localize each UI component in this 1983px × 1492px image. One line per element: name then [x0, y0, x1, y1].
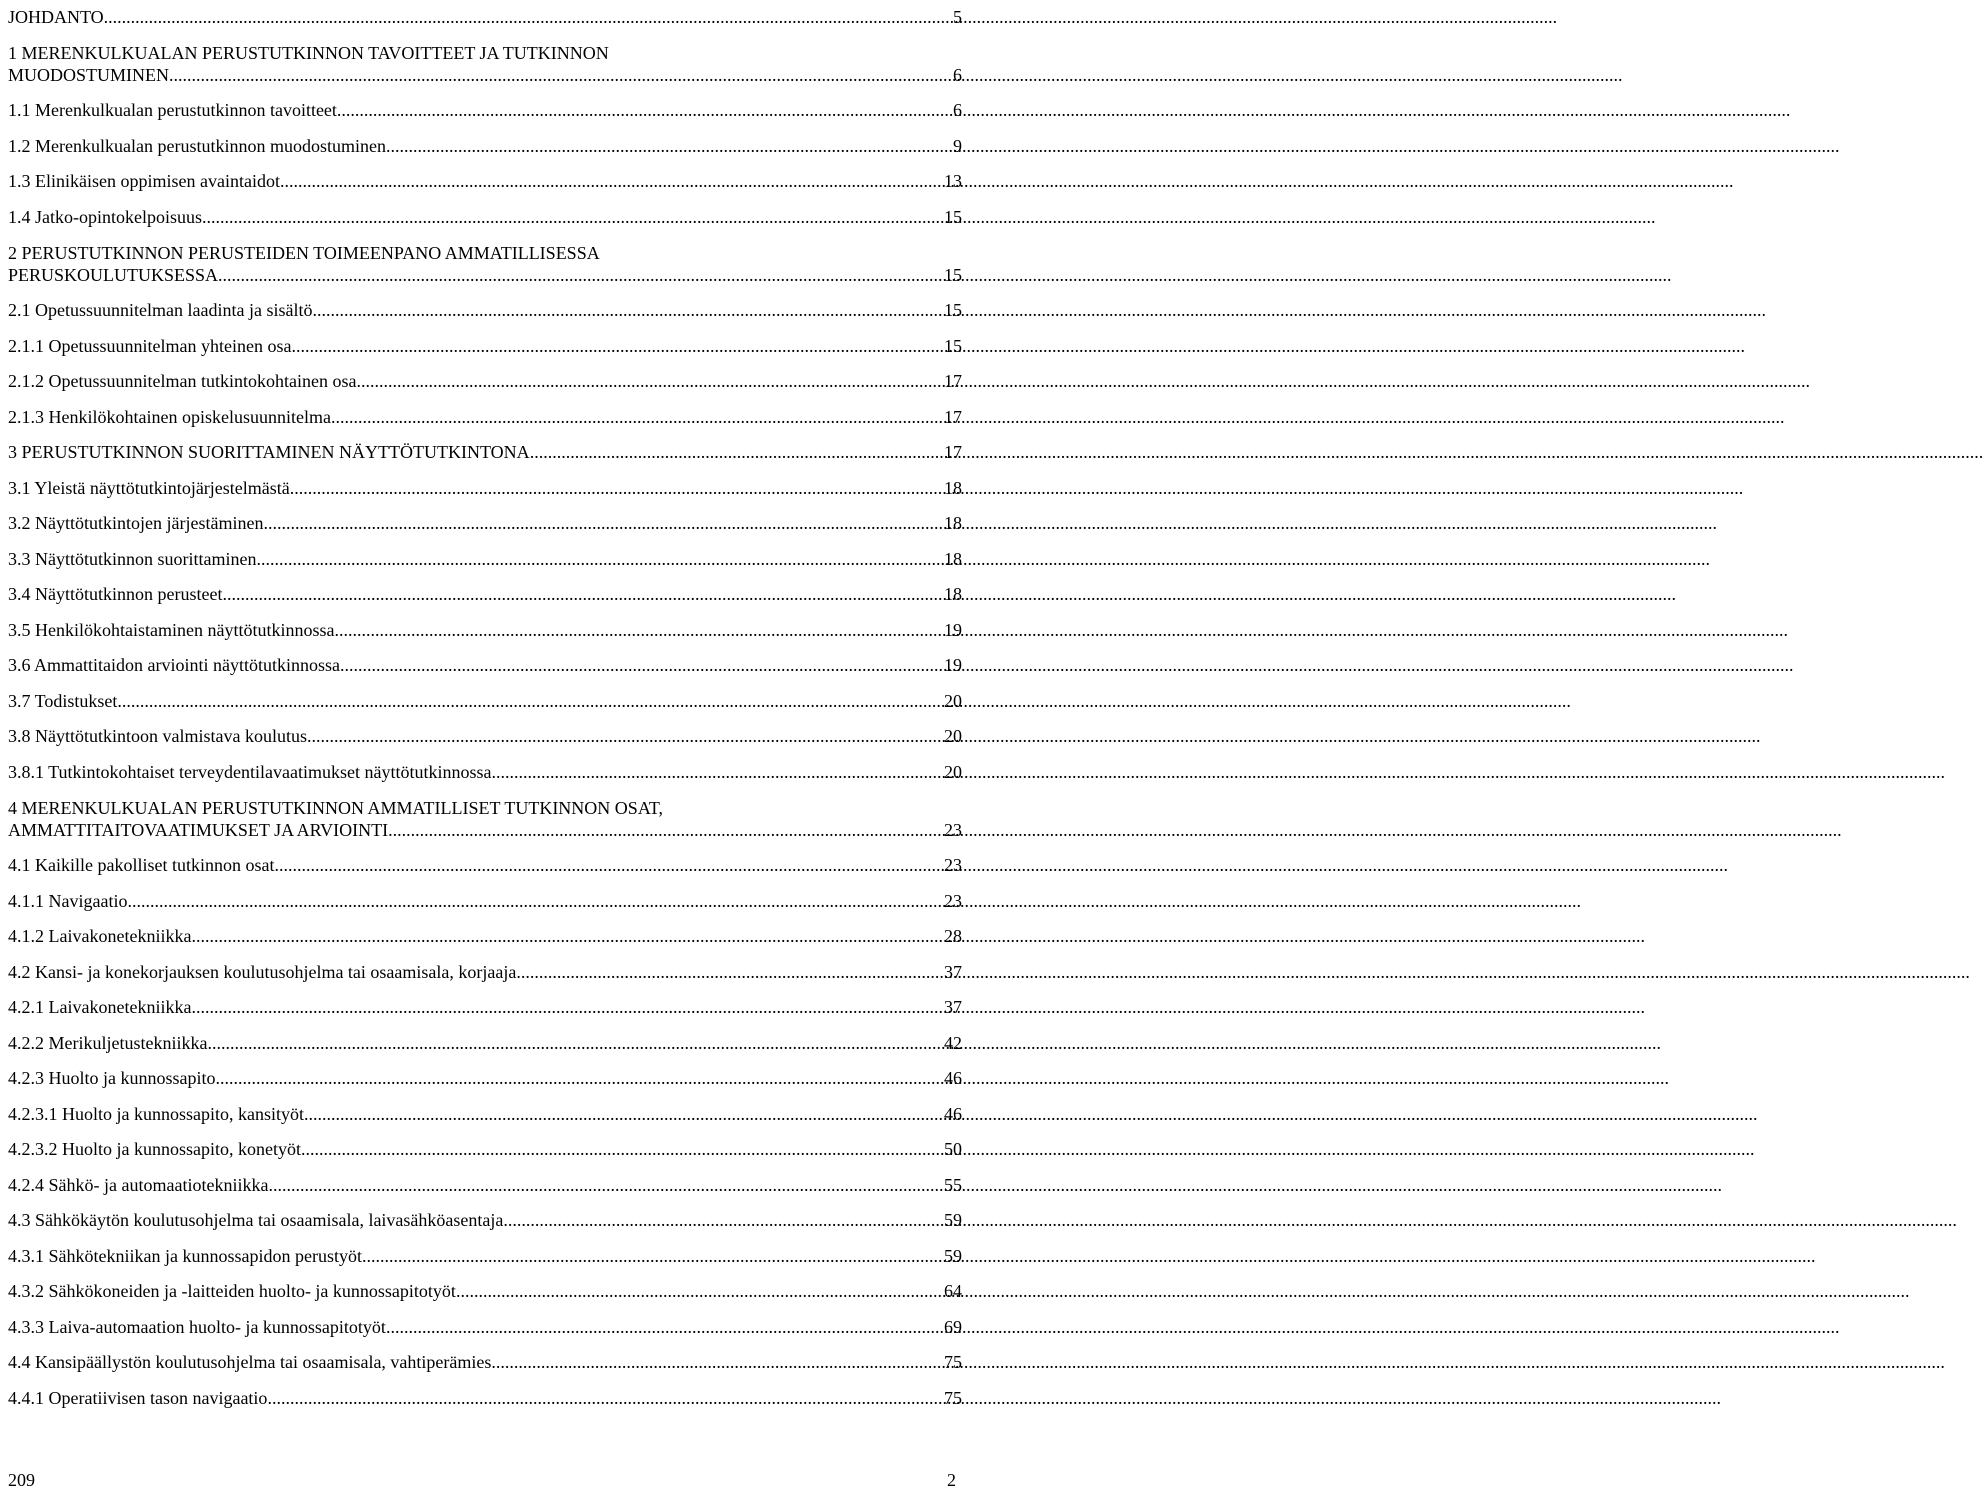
- dot-leader: [337, 99, 950, 121]
- toc-entry[interactable]: [8, 392, 962, 428]
- toc-entry-page: 18: [944, 548, 962, 569]
- toc-entry[interactable]: [8, 747, 962, 783]
- dot-leader: [218, 264, 941, 286]
- dot-leader: [491, 1351, 941, 1373]
- toc-entry-label: 4.3 Sähkökäytön koulutusohjelma tai osaamisala, laivasähköasentaja: [8, 1210, 504, 1230]
- toc-entry-page: 15: [944, 300, 962, 320]
- toc-entry-label: 4.4 Kansipäällystön koulutusohjelma tai osaamisala, vahtiperämies: [8, 1352, 492, 1372]
- toc-entry-page: 15: [944, 264, 962, 285]
- toc-entry[interactable]: [8, 1054, 962, 1090]
- toc-entry[interactable]: [8, 570, 962, 606]
- dot-leader: [291, 335, 941, 357]
- toc-entry[interactable]: [8, 86, 962, 122]
- page-number: 2: [947, 1470, 956, 1490]
- toc-entry-page: 20: [944, 690, 962, 711]
- toc-entry-label: 1.3 Elinikäisen oppimisen avaintaidot: [8, 171, 280, 191]
- dot-leader: [356, 370, 941, 392]
- toc-entry-page: 46: [944, 1103, 962, 1124]
- toc-entry-label: 4.3.2 Sähkökoneiden ja -laitteiden huolto- ja kunnossapitotyöt: [8, 1281, 456, 1301]
- toc-entry-page: 55: [944, 1174, 962, 1195]
- toc-entry[interactable]: [8, 912, 962, 948]
- dot-leader: [304, 1103, 941, 1125]
- dot-leader: [334, 619, 941, 641]
- dot-leader: [202, 206, 941, 228]
- toc-entry-label: 4.4.1 Operatiivisen tason navigaatio: [8, 1387, 268, 1408]
- dot-leader: [169, 64, 950, 86]
- toc-entry[interactable]: [8, 499, 962, 535]
- toc-entry[interactable]: [8, 841, 962, 877]
- toc-entry-page: 37: [944, 961, 962, 982]
- toc-entry[interactable]: [8, 1196, 962, 1232]
- toc-entry-label: 2.1 Opetussuunnitelman laadinta ja sisältö: [8, 300, 313, 320]
- toc-entry-label: 1 MERENKULKUALAN PERUSTUTKINNON TAVOITTEET JA TUTKINNON: [8, 42, 609, 63]
- toc-entry-label: 2.1.3 Henkilökohtainen opiskelusuunnitelma: [8, 406, 331, 427]
- toc-entry[interactable]: [8, 463, 962, 499]
- dot-leader: [267, 1387, 941, 1409]
- dot-leader: [331, 406, 941, 428]
- toc-entry-label-continued: PERUSKOULUTUKSESSA: [8, 264, 219, 285]
- toc-entry-page: 37: [944, 997, 962, 1017]
- toc-entry-label: JOHDANTO: [8, 6, 104, 27]
- toc-entry-label: 4.3.1 Sähkötekniikan ja kunnossapidon perustyöt: [8, 1245, 362, 1266]
- toc-entry-page: 23: [944, 890, 962, 911]
- toc-entry-label: 2.1.2 Opetussuunnitelman tutkintokohtainen osa: [8, 371, 357, 391]
- dot-leader: [386, 135, 950, 157]
- toc-entry-label: 4.1.2 Laivakonetekniikka: [8, 926, 192, 946]
- footer-left-number: 209: [8, 1470, 35, 1490]
- toc-entry-page: 17: [944, 442, 962, 462]
- toc-entry-page: 6: [953, 64, 962, 85]
- toc-entry-page: 69: [944, 1316, 962, 1337]
- toc-entry[interactable]: [8, 712, 962, 748]
- toc-entry-label: 1.2 Merenkulkualan perustutkinnon muodostuminen: [8, 135, 386, 156]
- toc-entry-page: 20: [944, 761, 962, 782]
- toc-entry[interactable]: [8, 286, 962, 322]
- dot-leader: [386, 1316, 941, 1338]
- dot-leader: [216, 1067, 942, 1089]
- toc-entry[interactable]: [8, 192, 962, 228]
- toc-entry[interactable]: [8, 1373, 962, 1409]
- toc-entry-label: 3 PERUSTUTKINNON SUORITTAMINEN NÄYTTÖTUTKINTONA: [8, 442, 530, 462]
- dot-leader: [104, 6, 950, 28]
- toc-entry[interactable]: [8, 983, 962, 1019]
- toc-entry-page: 20: [944, 726, 962, 746]
- toc-entry[interactable]: [8, 1160, 962, 1196]
- dot-leader: [362, 1245, 941, 1267]
- toc-entry-label: 1.4 Jatko-opintokelpoisuus: [8, 206, 202, 227]
- toc-entry-label: 4.2.3.1 Huolto ja kunnossapito, kansityöt: [8, 1103, 304, 1124]
- dot-leader: [256, 548, 941, 570]
- toc-entry-page: 75: [944, 1352, 962, 1372]
- toc-entry[interactable]: [8, 1267, 962, 1303]
- toc-entry-label: 4.2.4 Sähkö- ja automaatiotekniikka: [8, 1174, 269, 1195]
- toc-entry[interactable]: [8, 534, 962, 570]
- toc-entry-page: 9: [953, 135, 962, 156]
- toc-entry-label: 3.4 Näyttötutkinnon perusteet: [8, 584, 223, 604]
- toc-entry-label: 3.2 Näyttötutkintojen järjestäminen: [8, 513, 264, 533]
- toc-entry-label: 3.6 Ammattitaidon arviointi näyttötutkinnossa: [8, 655, 340, 675]
- toc-entry-label: 3.7 Todistukset: [8, 690, 118, 711]
- toc-entry-page: 18: [944, 477, 962, 498]
- toc-entry[interactable]: [8, 1338, 962, 1374]
- toc-entry-label: 4 MERENKULKUALAN PERUSTUTKINNON AMMATILLISET TUTKINNON OSAT,: [8, 797, 663, 818]
- toc-entry[interactable]: [8, 357, 962, 393]
- dot-leader: [503, 1209, 941, 1231]
- toc-entry-label: 3.8 Näyttötutkintoon valmistava koulutus: [8, 726, 307, 746]
- table-of-contents: [8, 0, 962, 1409]
- toc-entry[interactable]: [8, 321, 962, 357]
- toc-entry-label: 4.3.3 Laiva-automaation huolto- ja kunnossapitotyöt: [8, 1316, 386, 1337]
- toc-entry-label-continued: AMMATTITAITOVAATIMUKSET JA ARVIOINTI: [8, 819, 389, 840]
- toc-entry-page: 59: [944, 1245, 962, 1266]
- toc-entry[interactable]: [8, 157, 962, 193]
- dot-leader: [280, 170, 941, 192]
- toc-entry[interactable]: [8, 121, 962, 157]
- dot-leader: [263, 512, 941, 534]
- toc-entry-page: 15: [944, 206, 962, 227]
- toc-entry-page: 18: [944, 513, 962, 533]
- dot-leader: [117, 690, 941, 712]
- dot-leader: [312, 299, 941, 321]
- toc-entry-page: 23: [944, 855, 962, 875]
- toc-entry-label: 2.1.1 Opetussuunnitelman yhteinen osa: [8, 335, 292, 356]
- toc-entry[interactable]: [8, 641, 962, 677]
- toc-entry-label: 4.1 Kaikille pakolliset tutkinnon osat: [8, 855, 275, 875]
- dot-leader: [274, 854, 941, 876]
- toc-entry-label: 4.2.2 Merikuljetustekniikka: [8, 1032, 208, 1053]
- dot-leader: [491, 761, 941, 783]
- toc-entry-page: 42: [944, 1032, 962, 1053]
- dot-leader: [290, 477, 941, 499]
- dot-leader: [530, 441, 941, 463]
- toc-entry-page: 75: [944, 1387, 962, 1408]
- dot-leader: [301, 1138, 941, 1160]
- toc-entry-label: 3.8.1 Tutkintokohtaiset terveydentilavaatimukset näyttötutkinnossa: [8, 761, 492, 782]
- toc-entry-label: 4.2.1 Laivakonetekniikka: [8, 997, 192, 1017]
- toc-entry-page: 46: [944, 1068, 962, 1088]
- toc-entry-page: 17: [944, 406, 962, 427]
- dot-leader: [340, 654, 941, 676]
- dot-leader: [207, 1032, 941, 1054]
- toc-entry-label: 3.1 Yleistä näyttötutkintojärjestelmästä: [8, 477, 290, 498]
- toc-entry-label: 4.2.3 Huolto ja kunnossapito: [8, 1068, 216, 1088]
- toc-entry-label: 4.2.3.2 Huolto ja kunnossapito, konetyöt: [8, 1139, 301, 1159]
- toc-entry[interactable]: [8, 1302, 962, 1338]
- toc-entry[interactable]: [8, 1089, 962, 1125]
- toc-entry-label: 4.1.1 Navigaatio: [8, 890, 128, 911]
- toc-entry-page: 59: [944, 1210, 962, 1230]
- toc-entry-label: 3.5 Henkilökohtaistaminen näyttötutkinnossa: [8, 619, 335, 640]
- toc-entry[interactable]: [8, 228, 962, 286]
- toc-entry-page: 5: [953, 6, 962, 27]
- dot-leader: [222, 583, 941, 605]
- toc-entry[interactable]: [8, 947, 962, 983]
- dot-leader: [456, 1280, 941, 1302]
- toc-entry[interactable]: [8, 876, 962, 912]
- toc-entry-label-continued: MUODOSTUMINEN: [8, 64, 169, 85]
- toc-entry[interactable]: [8, 1018, 962, 1054]
- toc-entry-page: 15: [944, 335, 962, 356]
- toc-entry[interactable]: [8, 28, 962, 86]
- toc-entry-label: 2 PERUSTUTKINNON PERUSTEIDEN TOIMEENPANO AMMATILLISESSA: [8, 242, 600, 263]
- toc-entry-page: 13: [944, 171, 962, 191]
- dot-leader: [191, 996, 941, 1018]
- dot-leader: [516, 961, 941, 983]
- toc-entry[interactable]: [8, 0, 962, 28]
- dot-leader: [268, 1174, 941, 1196]
- toc-entry[interactable]: [8, 1231, 962, 1267]
- toc-entry-page: 50: [944, 1139, 962, 1159]
- toc-entry-page: 6: [953, 100, 962, 120]
- toc-entry[interactable]: [8, 605, 962, 641]
- toc-entry-page: 19: [944, 655, 962, 675]
- toc-entry[interactable]: [8, 428, 962, 464]
- toc-entry-label: 3.3 Näyttötutkinnon suorittaminen: [8, 548, 257, 569]
- toc-entry-page: 17: [944, 371, 962, 391]
- toc-entry-label: 4.2 Kansi- ja konekorjauksen koulutusohjelma tai osaamisala, korjaaja: [8, 961, 517, 982]
- toc-entry-page: 23: [944, 819, 962, 840]
- toc-entry-page: 18: [944, 584, 962, 604]
- dot-leader: [127, 890, 941, 912]
- dot-leader: [307, 725, 941, 747]
- toc-entry-page: 64: [944, 1281, 962, 1301]
- toc-entry-page: 28: [944, 926, 962, 946]
- page-footer: [0, 1468, 960, 1492]
- dot-leader: [191, 925, 941, 947]
- toc-entry[interactable]: [8, 783, 962, 841]
- toc-entry-label: 1.1 Merenkulkualan perustutkinnon tavoitteet: [8, 100, 337, 120]
- dot-leader: [388, 819, 941, 841]
- toc-entry[interactable]: [8, 1125, 962, 1161]
- toc-entry[interactable]: [8, 676, 962, 712]
- toc-entry-page: 19: [944, 619, 962, 640]
